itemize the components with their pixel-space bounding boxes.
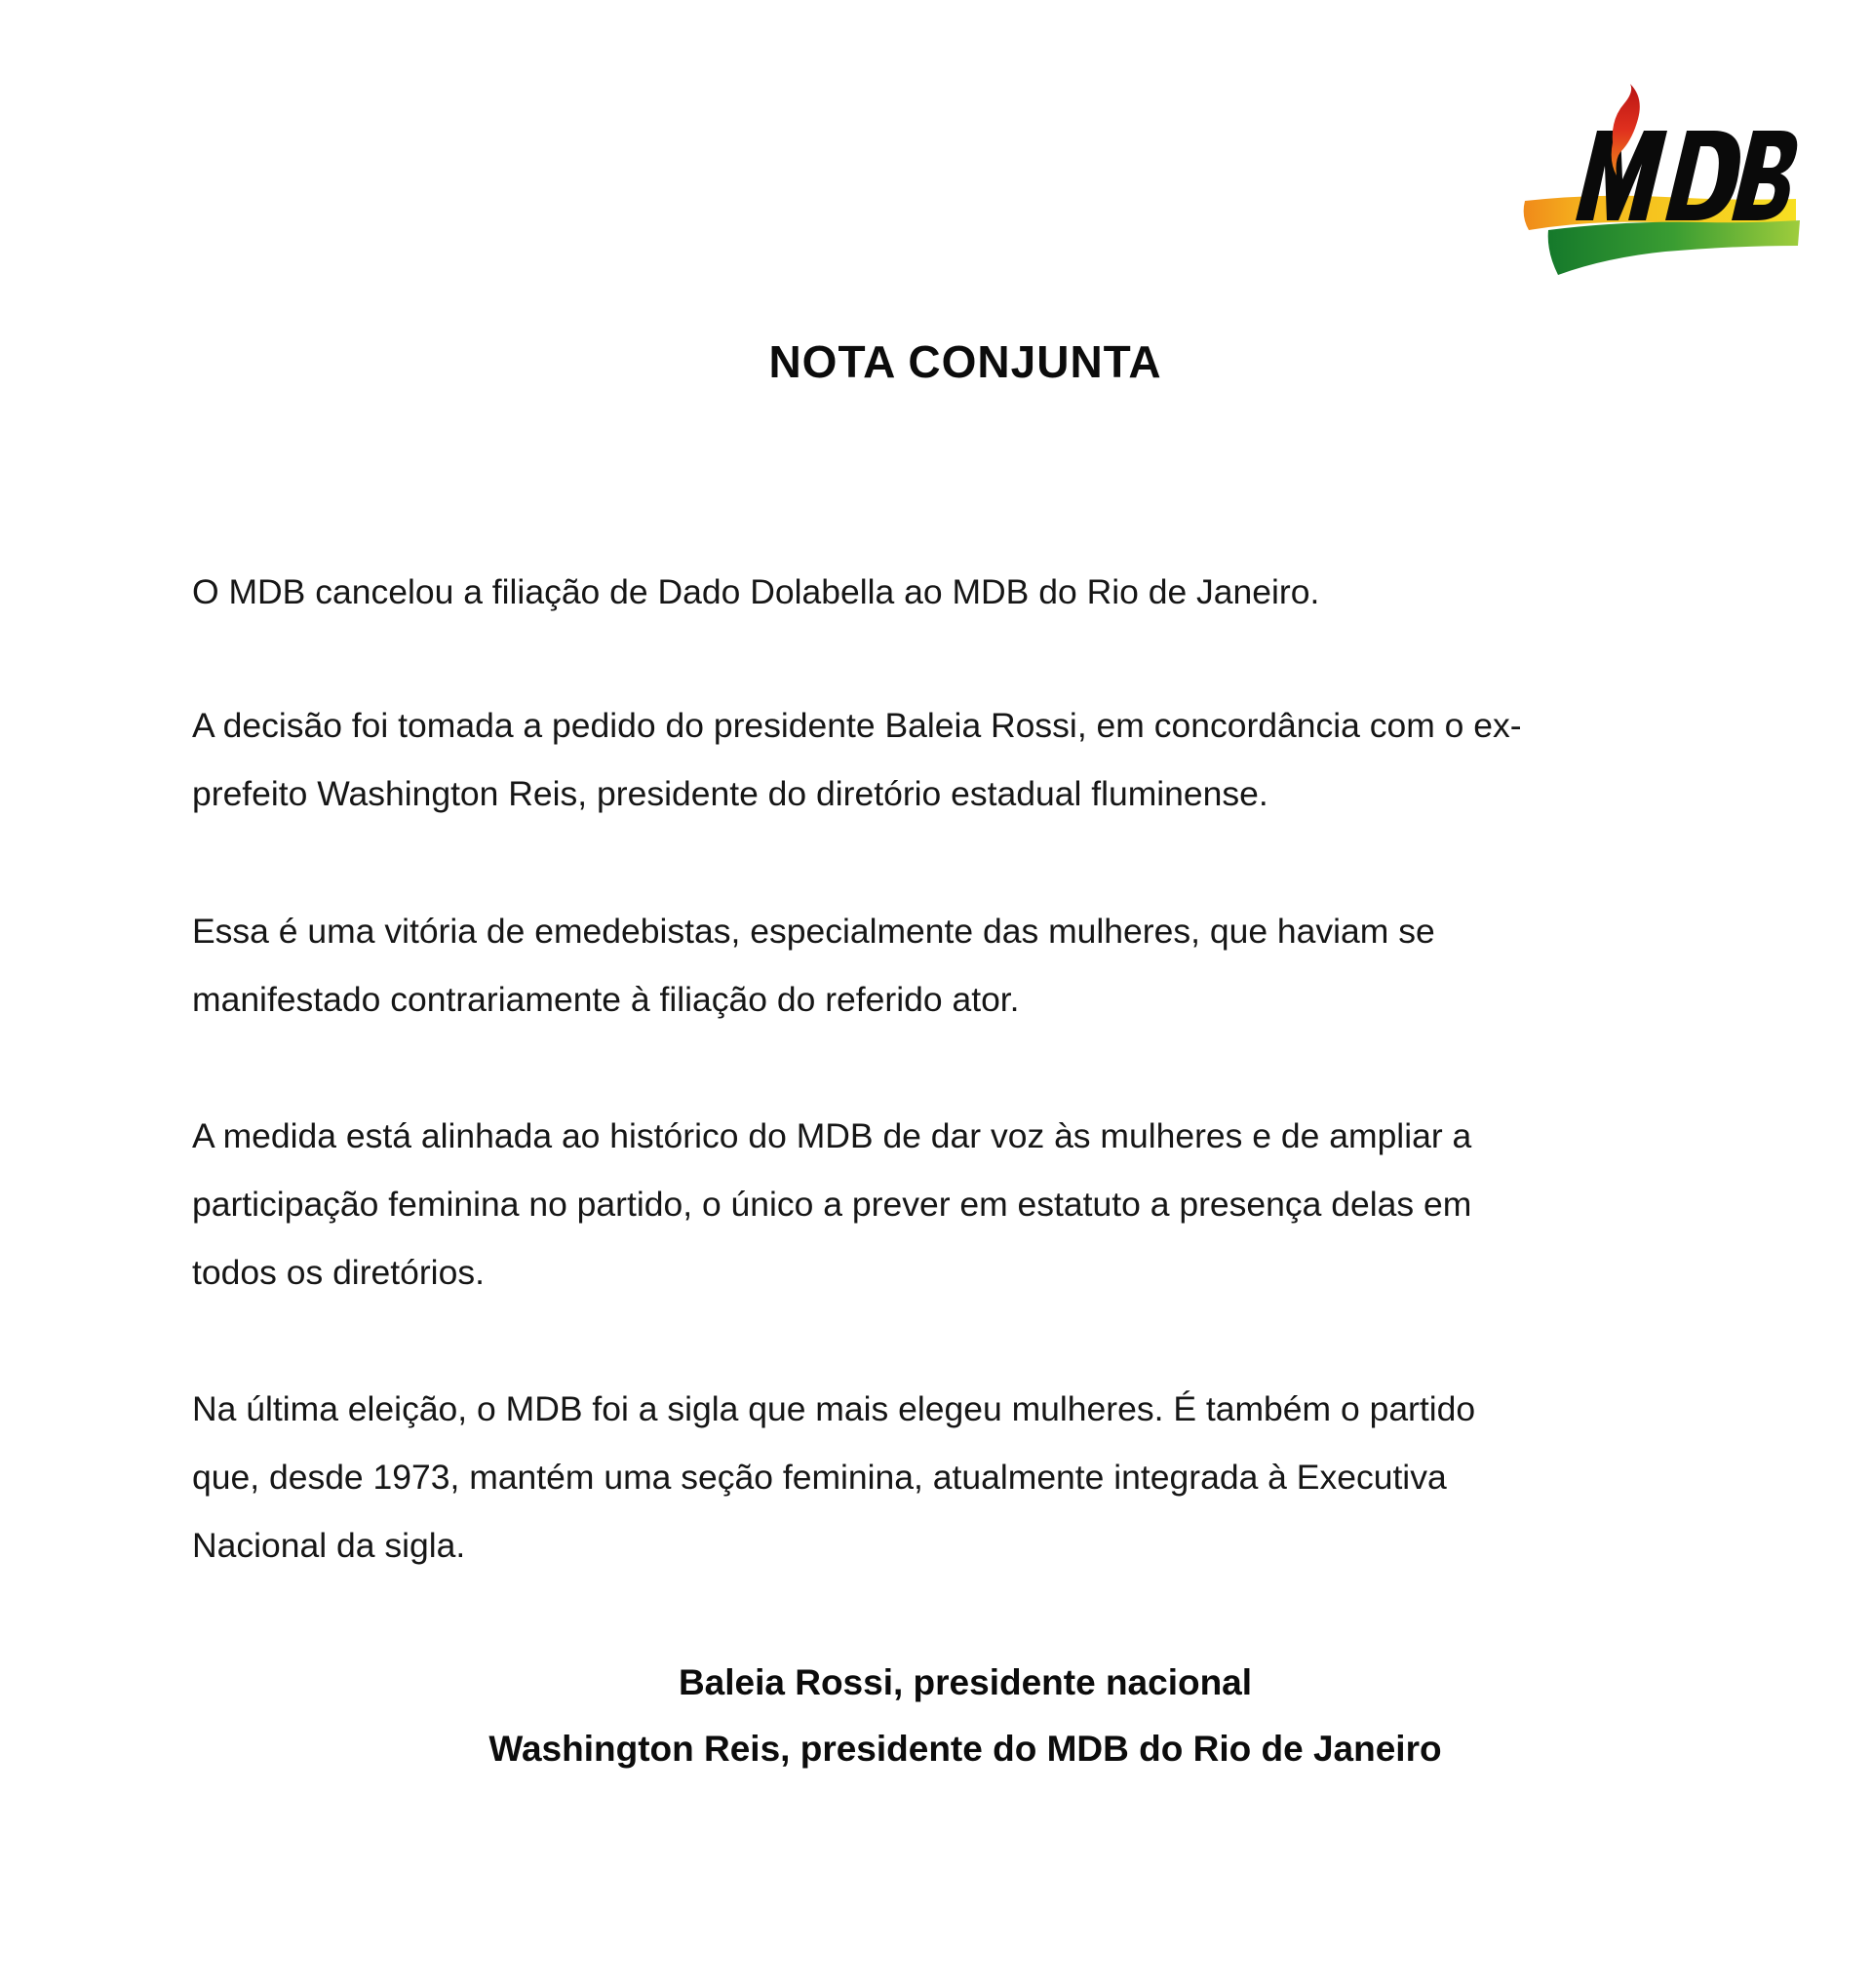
- paragraph-4: [192, 1102, 1752, 1306]
- paragraph-line: Essa é uma vitória de emedebistas, especialmente das mulheres, que haviam se: [192, 912, 1435, 951]
- signature-line-state-president: Washington Reis, presidente do MDB do Rio de Janeiro: [488, 1729, 1442, 1769]
- paragraph-line: que, desde 1973, mantém uma seção feminina, atualmente integrada à Executiva: [192, 1458, 1447, 1497]
- paragraph-line: prefeito Washington Reis, presidente do diretório estadual fluminense.: [192, 774, 1268, 813]
- paragraph-line: A medida está alinhada ao histórico do MDB de dar voz às mulheres e de ampliar a: [192, 1116, 1472, 1155]
- paragraph-2: [192, 691, 1752, 828]
- document-title: NOTA CONJUNTA: [768, 336, 1162, 387]
- paragraph-line: Nacional da sigla.: [192, 1526, 466, 1565]
- paragraph-line: O MDB cancelou a filiação de Dado Dolabella ao MDB do Rio de Janeiro.: [192, 572, 1320, 611]
- paragraph-line: participação feminina no partido, o único a prever em estatuto a presença delas em: [192, 1185, 1472, 1224]
- mdb-flame-logo-icon: [1519, 84, 1802, 285]
- paragraph-line: manifestado contrariamente à filiação do referido ator.: [192, 980, 1020, 1019]
- paragraph-1: [192, 558, 1752, 626]
- signature-line-national-president: Baleia Rossi, presidente nacional: [678, 1662, 1253, 1702]
- signature-block: [0, 1650, 1872, 1782]
- paragraph-3: [192, 897, 1752, 1033]
- paragraph-5: [192, 1375, 1752, 1579]
- paragraph-line: todos os diretórios.: [192, 1253, 485, 1292]
- paragraph-line: Na última eleição, o MDB foi a sigla que mais elegeu mulheres. É também o partido: [192, 1389, 1476, 1428]
- mdb-logo: [1519, 84, 1802, 285]
- paragraph-line: A decisão foi tomada a pedido do presidente Baleia Rossi, em concordância com o ex-: [192, 706, 1522, 745]
